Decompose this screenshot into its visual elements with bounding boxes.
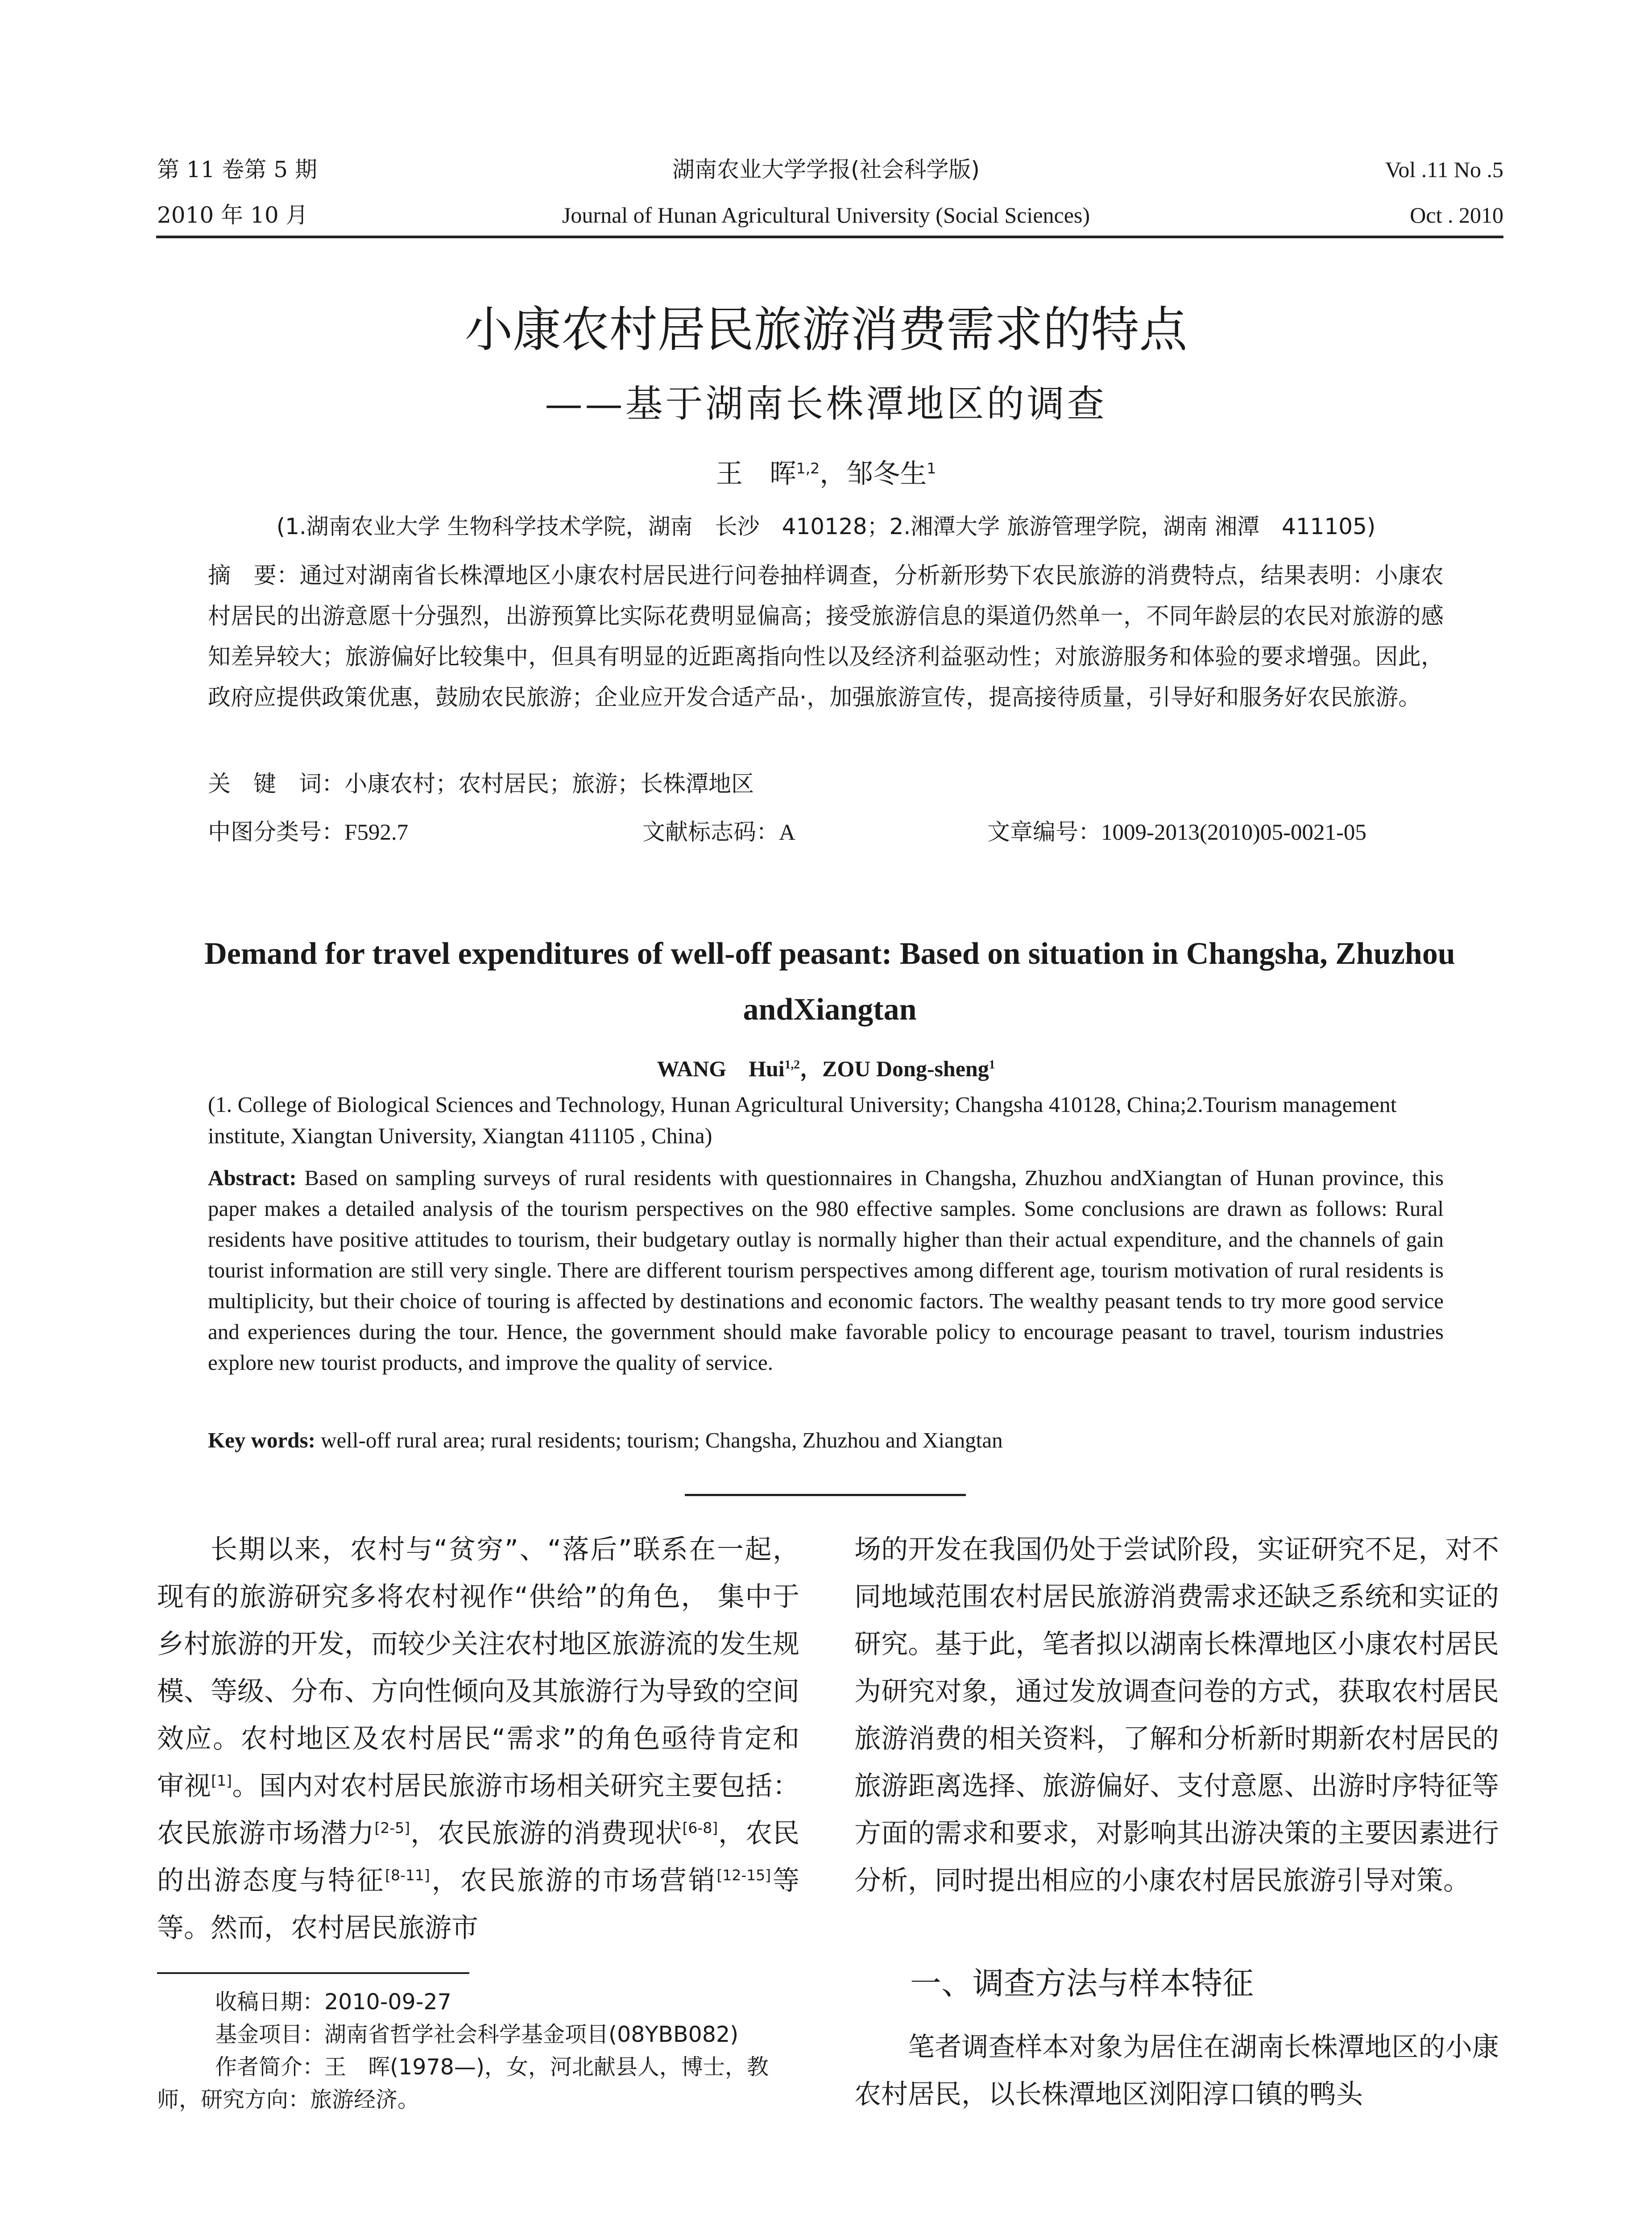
abstract-cn-label: 摘 要： bbox=[208, 563, 300, 589]
author-1-en: WANG Hui bbox=[657, 1056, 785, 1081]
author-sep-en: ， bbox=[800, 1056, 823, 1081]
body-text: ，农民旅游的消费现状 bbox=[410, 1818, 683, 1849]
article-number bbox=[987, 815, 1366, 850]
citation-ref: [1] bbox=[211, 1772, 232, 1789]
keywords-cn-label: 关 键 词： bbox=[208, 771, 345, 797]
abstract-cn bbox=[208, 556, 1444, 718]
keywords-cn bbox=[208, 767, 1444, 802]
citation-ref: [12-15] bbox=[716, 1866, 771, 1884]
body-paragraph-intro bbox=[157, 1526, 799, 1952]
article-number-value: 1009-2013(2010)05-0021-05 bbox=[1101, 820, 1366, 845]
body-text: ，农民旅游的市场营销 bbox=[430, 1865, 717, 1896]
citation-ref: [8-11] bbox=[385, 1866, 430, 1884]
title-cn: 小康农村居民旅游消费需求的特点 bbox=[464, 302, 1188, 358]
footnotes bbox=[157, 1986, 799, 2116]
keywords-en bbox=[208, 1425, 1444, 1456]
keywords-en-text: well-off rural area; rural residents; tourism; Changsha, Zhuzhou and Xiangtan bbox=[321, 1428, 1003, 1452]
subtitle-cn: ——基于湖南长株潭地区的调查 bbox=[545, 382, 1107, 426]
citation-ref: [6-8] bbox=[682, 1819, 718, 1837]
author-1-cn: 王 晖 bbox=[716, 458, 796, 489]
footnote-received: 收稿日期：2010-09-27 bbox=[215, 1989, 451, 2015]
author-2-en: ZOU Dong-sheng bbox=[822, 1056, 989, 1081]
body-left-column bbox=[157, 1526, 799, 1952]
citation-ref: [2-5] bbox=[374, 1819, 410, 1837]
header-vol-issue-cn: 第 11 卷第 5 期 bbox=[157, 157, 318, 182]
clc-number bbox=[208, 815, 408, 850]
author-2-cn-sup: 1 bbox=[927, 460, 936, 477]
header-journal-en: Journal of Hunan Agricultural University (Social Sciences) bbox=[562, 203, 1090, 228]
doc-code-label: 文献标志码： bbox=[642, 819, 779, 846]
clc-value: F592.7 bbox=[344, 820, 409, 845]
keywords-en-label: Key words: bbox=[208, 1428, 315, 1452]
body-paragraph-continued: 场的开发在我国仍处于尝试阶段，实证研究不足，对不同地域范围农村居民旅游消费需求还缺乏系统和实证的研究。基于此，笔者拟以湖南长株潭地区小康农村居民为研究对象，通过发放调查问卷的方式，获取农村居民旅游消费的相关资料，了解和分析新时期新农村居民的旅游距离选择、旅游偏好、支付意愿、出游时序特征等方面的需求和要求，对影响其出游决策的主要因素进行分析，同时提出相应的小康农村居民旅游引导对策。 bbox=[854, 1534, 1499, 1896]
abstract-en-text: Based on sampling surveys of rural residents with questionnaires in Changsha, Zhuzhou andXiangtan of Hunan province, this paper makes a detailed analysis of the tourism perspectives on the 980 effective samples. Some conclusions are drawn as follows: Rural residents have positive attitudes to tourism, their budgetary outlay is normally higher than their actual expenditure, and the channels of gain tourist information are still very single. There are different tourism perspectives among different age, tourism motivation of rural residents is multiplicity, but their choice of touring is affected by destinations and economic factors. The wealthy peasant tends to try more good service and experiences during the tour. Hence, the government should make favorable policy to encourage peasant to travel, tourism industries explore new tourist products, and improve the quality of service. bbox=[208, 1165, 1444, 1375]
header-vol-issue-en: Vol .11 No .5 bbox=[1385, 157, 1503, 182]
authors-en bbox=[0, 1051, 1652, 1086]
author-2-en-sup: 1 bbox=[989, 1057, 995, 1071]
section-separator-rule bbox=[685, 1494, 966, 1496]
footnote-fund: 基金项目：湖南省哲学社会科学基金项目(08YBB082) bbox=[215, 2022, 739, 2047]
body-text: ，农民的出游态度与特征 bbox=[157, 1818, 800, 1896]
affiliation-cn: (1.湖南农业大学 生物科学技术学院，湖南 长沙 410128；2.湘潭大学 旅游管理学院，湖南 湘潭 411105) bbox=[276, 514, 1376, 539]
footnote-author-bio: 作者简介：王 晖(1978—)，女，河北献县人，博士，教师，研究方向：旅游经济。 bbox=[157, 2054, 769, 2112]
header-journal-cn: 湖南农业大学学报(社会科学版) bbox=[672, 157, 980, 182]
header-date-cn: 2010 年 10 月 bbox=[157, 202, 308, 228]
body-right-column-2 bbox=[854, 2024, 1499, 2118]
title-en: Demand for travel expenditures of well-off peasant: Based on situation in Changsha, Zhuzhou andXiangtan bbox=[204, 937, 1455, 1027]
body-text: 长期以来，农村与“贫穷”、“落后”联系在一起，现有的旅游研究多将农村视作“供给”的角色， 集中于乡村旅游的开发，而较少关注农村地区旅游流的发生规模、等级、分布、方向性倾向及其旅游行为导致的空间效应。农村地区及农村居民“需求”的角色亟待肯定和审视 bbox=[157, 1534, 799, 1802]
article-number-label: 文章编号： bbox=[987, 819, 1101, 846]
document-code bbox=[642, 815, 795, 850]
body-text: 。国内对农村居民旅游市场相关研究主要包括：农民旅游市场潜力 bbox=[157, 1771, 800, 1849]
abstract-cn-text: 通过对湖南省长株潭地区小康农村居民进行问卷抽样调查，分析新形势下农民旅游的消费特点，结果表明：小康农村居民的出游意愿十分强烈，出游预算比实际花费明显偏高；接受旅游信息的渠道仍然单一，不同年龄层的农民对旅游的感知差异较大；旅游偏好比较集中，但具有明显的近距离指向性以及经济利益驱动性；对旅游服务和体验的要求增强。因此，政府应提供政策优惠，鼓励农民旅游；企业应开发合适产品·，加强旅游宣传，提高接待质量，引导好和服务好农民旅游。 bbox=[208, 563, 1444, 711]
authors-cn bbox=[0, 455, 1652, 493]
body-text: 等等。然而，农村居民旅游市 bbox=[157, 1865, 800, 1944]
body-paragraph-method: 笔者调查样本对象为居住在湖南长株潭地区的小康农村居民，以长株潭地区浏阳淳口镇的鸭头 bbox=[854, 2032, 1499, 2110]
abstract-en bbox=[208, 1162, 1444, 1378]
affiliation-en: (1. College of Biological Sciences and Technology, Hunan Agricultural University; Changsha 410128, China;2.Tourism management institute, Xiangtan University, Xiangtan 411105 , China) bbox=[208, 1092, 1397, 1148]
footnote-rule bbox=[157, 1972, 469, 1974]
clc-label: 中图分类号： bbox=[208, 819, 345, 846]
header-date-en: Oct . 2010 bbox=[1410, 203, 1503, 228]
abstract-en-label: Abstract: bbox=[208, 1165, 297, 1190]
header-rule bbox=[156, 236, 1503, 238]
section-heading: 一、调查方法与样本特征 bbox=[910, 1965, 1254, 2002]
author-sep-cn: ， bbox=[820, 458, 847, 489]
author-2-cn: 邹冬生 bbox=[846, 458, 927, 489]
author-1-en-sup: 1,2 bbox=[784, 1057, 800, 1071]
doc-code-value: A bbox=[779, 820, 795, 845]
author-1-cn-sup: 1,2 bbox=[796, 460, 820, 477]
keywords-cn-text: 小康农村；农村居民；旅游；长株潭地区 bbox=[344, 771, 754, 797]
body-right-column bbox=[854, 1526, 1499, 1904]
